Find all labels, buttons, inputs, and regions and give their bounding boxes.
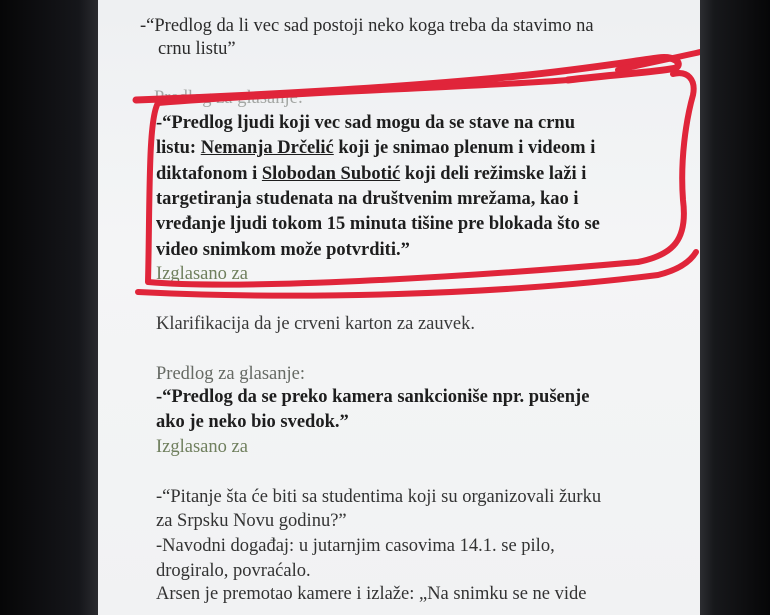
text-fragment: koji je snimao plenum i videom i bbox=[333, 138, 596, 158]
marker-stroke-right bbox=[618, 52, 700, 70]
proposal-blacklist-line6: video snimkom može potvrditi.” bbox=[156, 240, 410, 260]
proposal-blacklist-line5: vređanje ljudi tokom 15 minuta tišine pre blokada što se bbox=[156, 214, 600, 234]
proposal-blacklist-line1: -“Predlog ljudi koji vec sad mogu da se stave na crnu bbox=[156, 113, 576, 133]
event-description-line3: Arsen je premotao kamere i izlaže: „Na snimku se ne vide bbox=[156, 584, 587, 604]
question-party-line1: -“Pitanje šta će biti sa studentima koji su organizovali žurku bbox=[156, 487, 602, 507]
text-fragment: diktafonom i bbox=[156, 164, 262, 184]
vote-prompt-label: Predlog za glasanje: bbox=[154, 88, 303, 108]
photo-frame-left bbox=[0, 0, 98, 615]
text-fragment: koji deli režimske laži i bbox=[400, 164, 587, 184]
named-person-1: Nemanja Drčelić bbox=[200, 138, 334, 158]
proposal-blacklist-line2 bbox=[156, 138, 595, 159]
vote-result-2: Izglasano za bbox=[156, 437, 248, 457]
question-party-line2: za Srpsku Novu godinu?” bbox=[156, 511, 347, 531]
proposal-blacklist-line3 bbox=[156, 164, 586, 185]
document-screen bbox=[98, 0, 700, 615]
proposal-blacklist-line4: targetiranja studenata na društvenim mrežama, kao i bbox=[156, 189, 579, 209]
event-description-line1: -Navodni događaj: u jutarnjim casovima 14.1. se pilo, bbox=[156, 536, 555, 556]
photo-frame-right bbox=[700, 0, 770, 615]
vote-prompt-label-2: Predlog za glasanje: bbox=[156, 364, 305, 384]
clarification-text: Klarifikacija da je crveni karton za zauvek. bbox=[156, 314, 475, 334]
document-page bbox=[98, 0, 700, 615]
named-person-2: Slobodan Subotić bbox=[261, 164, 401, 184]
proposal-camera-line1: -“Predlog da se preko kamera sankcioniše npr. pušenje bbox=[156, 387, 590, 407]
proposal-camera-line2: ako je neko bio svedok.” bbox=[156, 412, 349, 432]
proposal-blacklist-question: -“Predlog da li vec sad postoji neko koga treba da stavimo na bbox=[140, 16, 594, 36]
event-description-line2: drogiralo, povraćalo. bbox=[156, 561, 311, 581]
vote-result-1: Izglasano za bbox=[156, 264, 248, 284]
proposal-blacklist-question-cont: crnu listu” bbox=[158, 39, 236, 59]
text-fragment: listu: bbox=[156, 138, 201, 158]
